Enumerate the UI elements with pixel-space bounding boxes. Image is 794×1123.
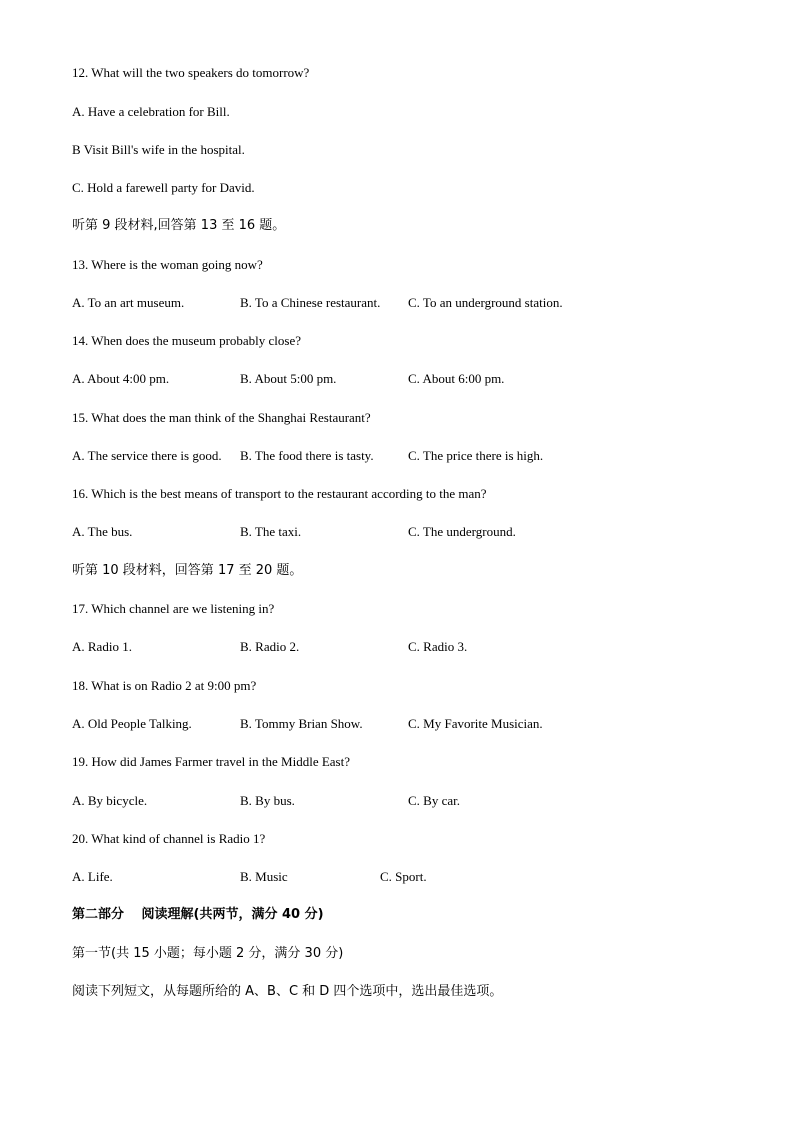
question-12-stem: 12. What will the two speakers do tomorrow? <box>72 65 310 80</box>
question-17-option-b: B. Radio 2. <box>240 639 300 654</box>
question-13-option-c: C. To an underground station. <box>408 295 563 310</box>
question-13-option-a: A. To an art museum. <box>72 295 185 310</box>
question-14-option-c: C. About 6:00 pm. <box>408 371 505 386</box>
question-16-option-c: C. The underground. <box>408 524 516 539</box>
question-20-option-a: A. Life. <box>72 869 113 884</box>
question-12-option-a: A. Have a celebration for Bill. <box>72 104 230 119</box>
question-15-stem: 15. What does the man think of the Shanghai Restaurant? <box>72 410 371 425</box>
question-15-option-c: C. The price there is high. <box>408 448 544 463</box>
question-16-stem: 16. Which is the best means of transport to the restaurant according to the man? <box>72 486 487 501</box>
question-18-stem: 18. What is on Radio 2 at 9:00 pm? <box>72 678 257 693</box>
question-19-stem: 19. How did James Farmer travel in the Middle East? <box>72 754 350 769</box>
part-2-instruction: 阅读下列短文，从每题所给的 A、B、C 和 D 四个选项中，选出最佳选项。 <box>72 984 503 999</box>
question-18-option-b: B. Tommy Brian Show. <box>240 716 363 731</box>
question-17-option-a: A. Radio 1. <box>72 639 132 654</box>
part-2-section-1-heading: 第一节(共 15 小题；每小题 2 分，满分 30 分) <box>72 946 344 961</box>
question-14-option-a: A. About 4:00 pm. <box>72 371 170 386</box>
question-18-option-a: A. Old People Talking. <box>72 716 192 731</box>
question-16-option-b: B. The taxi. <box>240 524 302 539</box>
question-15-option-b: B. The food there is tasty. <box>240 448 374 463</box>
question-19-option-c: C. By car. <box>408 793 460 808</box>
part-2-heading: 第二部分 阅读理解(共两节，满分 40 分) <box>72 907 324 922</box>
question-14-stem: 14. When does the museum probably close? <box>72 333 302 348</box>
question-18-option-c: C. My Favorite Musician. <box>408 716 543 731</box>
question-20-option-b: B. Music <box>240 869 288 884</box>
question-15-option-a: A. The service there is good. <box>72 448 222 463</box>
question-14-option-b: B. About 5:00 pm. <box>240 371 337 386</box>
question-17-option-c: C. Radio 3. <box>408 639 468 654</box>
question-19-option-b: B. By bus. <box>240 793 295 808</box>
section-10-instruction: 听第 10 段材料，回答第 17 至 20 题。 <box>72 563 303 578</box>
question-20-option-c: C. Sport. <box>380 869 427 884</box>
question-16-option-a: A. The bus. <box>72 524 133 539</box>
question-13-stem: 13. Where is the woman going now? <box>72 257 263 272</box>
question-12-option-b: B Visit Bill's wife in the hospital. <box>72 142 245 157</box>
question-17-stem: 17. Which channel are we listening in? <box>72 601 275 616</box>
section-9-instruction: 听第 9 段材料,回答第 13 至 16 题。 <box>72 218 286 233</box>
question-19-option-a: A. By bicycle. <box>72 793 148 808</box>
question-13-option-b: B. To a Chinese restaurant. <box>240 295 381 310</box>
question-20-stem: 20. What kind of channel is Radio 1? <box>72 831 266 846</box>
question-12-option-c: C. Hold a farewell party for David. <box>72 180 255 195</box>
